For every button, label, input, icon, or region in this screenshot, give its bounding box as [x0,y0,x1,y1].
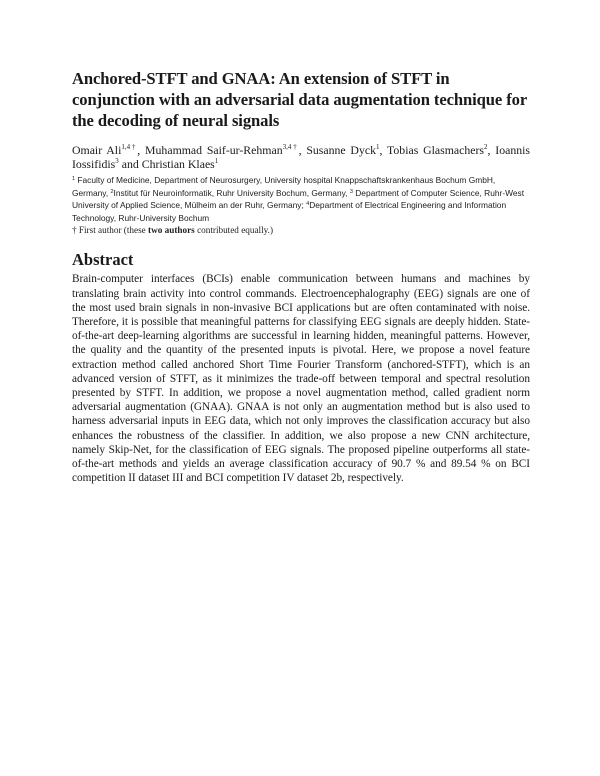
paper-title: Anchored-STFT and GNAA: An extension of STFT in conjunction with an adversarial data augmentation technique for the decoding of neural signals [72,69,527,130]
equal-contribution-note: † First author (these two authors contributed equally.) [72,225,274,236]
author-name: Omair Ali [72,143,122,157]
affiliation-mark: 4 [306,201,310,208]
author-affiliation-mark: 3 [115,157,119,165]
abstract-heading: Abstract [72,250,134,270]
author [142,157,219,171]
author-name: Christian Klaes [141,157,215,171]
affiliations [72,174,530,224]
affiliation-mark: 1 [72,176,76,182]
affiliation-text: Faculty of Medicine, Department of Neurosurgery, University hospital Knappschaftskrankenhaus Bochum GmbH, Germany, [72,175,496,198]
affiliation-mark: 2 [110,188,114,195]
affiliation-text: Department of Electrical Engineering and Information Technology, Ruhr-University Bochum [72,200,507,223]
author-affiliation-mark: 1 [214,157,219,165]
author: Tobias Glasmachers$^2$, [387,143,496,157]
affiliation-text: Institut für Neuroinformatik, Ruhr University Bochum, Germany, [113,187,350,198]
author: Susanne Dyck$^1$, [306,143,388,157]
author-affiliation-mark: 1,4† [121,143,138,151]
author: Muhammad Saif-ur-Rehman$^{3,4\dagger}$, [145,143,307,157]
author-name: Muhammad Saif-ur-Rehman [145,143,283,157]
author-affiliation-mark: 2 [484,143,488,151]
author-name: Tobias Glasmachers [387,143,485,157]
affiliation-mark: 3 [349,188,353,195]
author: Omair Ali$^{1,4\dagger}$, [72,143,146,157]
author-affiliation-mark: 1 [375,143,380,151]
author: Ioannis Iossifidis$^3$ and [72,143,531,171]
paper-page [72,68,530,485]
author-name: Ioannis Iossifidis [72,143,531,171]
affiliation-text: Department of Computer Science, Ruhr-West University of Applied Science, Mülheim an der Ruhr, Germany; [72,187,525,211]
author-affiliation-mark: 3,4† [282,143,299,151]
author-list [72,143,530,171]
abstract-text: Brain-computer interfaces (BCIs) enable communication between humans and machines by translating brain activity into control commands. Electroencephalography (EEG) signals are one of the most used brain signals in non-invasive BCI applications but are often contaminated with noise. Therefore, it is possible that meaningful patterns for classifying EEG signals are deeply hidden. State-of-the-art deep-learning algorithms are successful in learning hidden, meaningful patterns. However, the quality and the quantity of the presented inputs is pivotal. Here, we propose a novel feature extraction method called anchored Short Time Fourier Transform (anchored-STFT), which is an advanced version of STFT, as it minimizes the trade-off between temporal and spectral resolution presented by STFT. In addition, we propose a novel augmentation method, called gradient norm adversarial augmentation (GNAA). GNAA is not only an augmentation method but is also used to harness adversarial inputs in EEG data, which not only improves the classification accuracy but also enhances the robustness of the classifier. In addition, we also propose a new CNN architecture, namely Skip-Net, for the classification of EEG signals. The proposed pipeline outperforms all state-of-the-art methods and yields an average classification accuracy of 90.7 % and 89.54 % on BCI competition II dataset III and BCI competition IV dataset 2b, respectively. [72,273,530,485]
author-name: Susanne Dyck [306,143,376,157]
